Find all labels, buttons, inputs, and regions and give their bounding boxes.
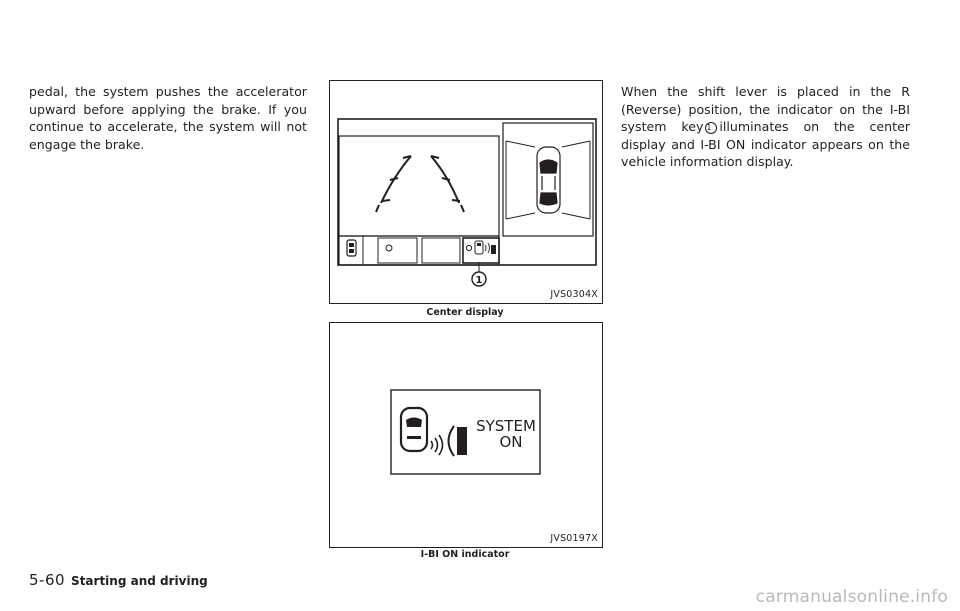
rear-camera-view	[339, 136, 499, 236]
section-title: Starting and driving	[71, 574, 208, 588]
paragraph-text: pedal, the system pushes the accelerator upward before applying the brake. If you continue to accelerate, the system will not engage the brake.	[29, 84, 307, 152]
on-text: ON	[499, 433, 523, 451]
page-number: 5-60	[29, 571, 66, 589]
camera-icon	[347, 240, 356, 256]
system-text: SYSTEM	[476, 417, 536, 435]
paragraph-text: illuminates on the center display and I-BI ON indicator appears on the vehicle information display.	[621, 119, 911, 170]
view-button-2	[422, 238, 460, 263]
page-footer	[29, 570, 208, 589]
ibi-icon	[475, 241, 496, 254]
figure-code: JVS0304X	[550, 289, 598, 300]
reference-marker-icon: 1	[705, 122, 717, 134]
button-indicator-icon	[386, 245, 392, 251]
figure-caption: Center display	[426, 307, 504, 318]
center-display-illustration	[330, 81, 602, 303]
key-indicator-icon	[466, 245, 471, 250]
ibi-indicator-illustration	[330, 323, 602, 547]
figure-caption: I-BI ON indicator	[420, 549, 510, 560]
callout-label: 1	[475, 275, 483, 286]
guide-lines-left	[376, 156, 411, 212]
paragraph-text: When the shift lever is placed in the R (Reverse) position, the indicator on the I-BI system key	[621, 84, 910, 135]
view-button-1	[378, 238, 417, 263]
guide-lines-right	[431, 156, 464, 212]
body-paragraph-left	[29, 83, 307, 153]
watermark: carmanualsonline.info	[755, 587, 948, 607]
figure-code: JVS0197X	[550, 533, 598, 544]
figure-ibi-indicator	[329, 322, 603, 548]
body-paragraph-right	[621, 83, 910, 171]
car-top-view-icon	[537, 147, 560, 213]
figure-center-display	[329, 80, 603, 304]
